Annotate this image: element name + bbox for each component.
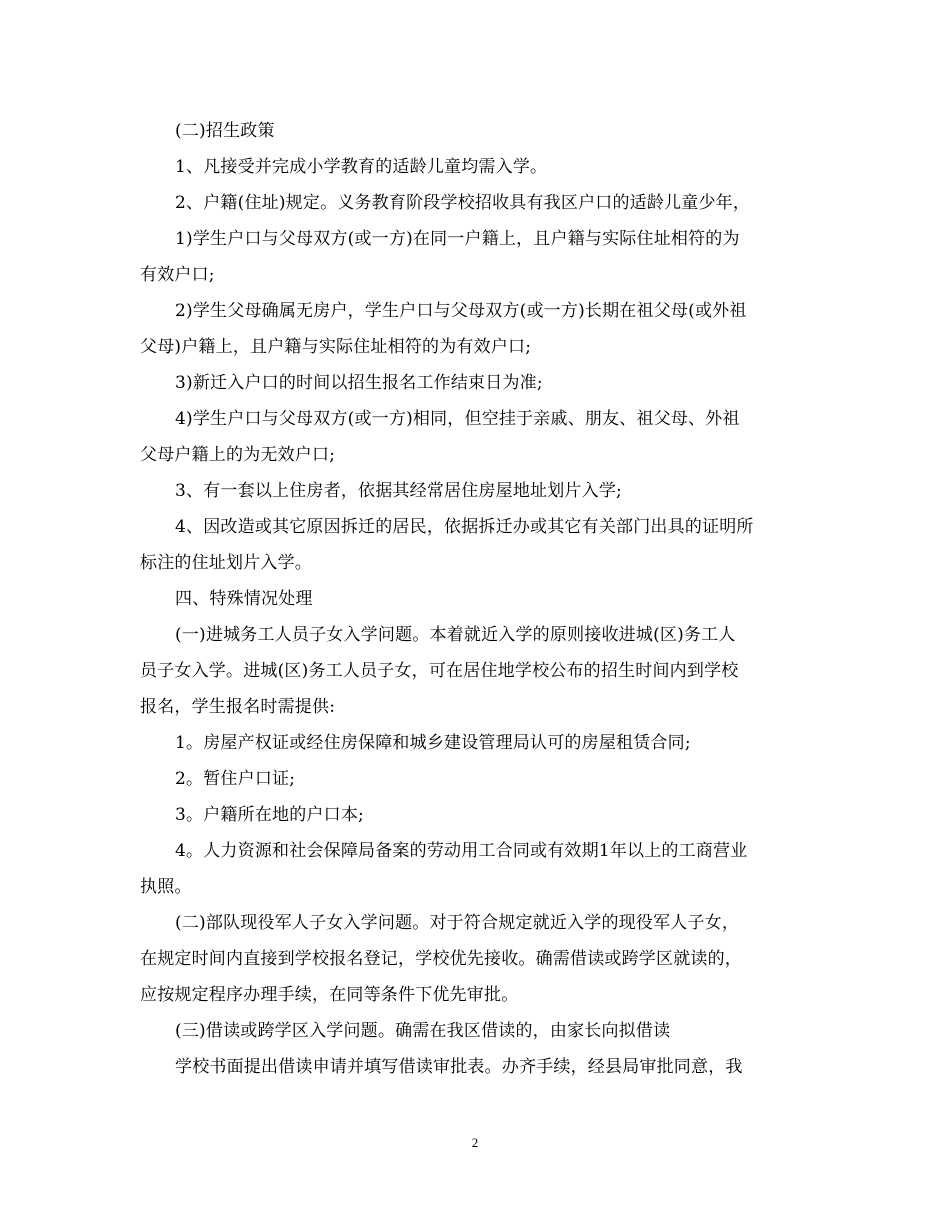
text-line: 标注的住址划片入学。 [140,553,312,573]
text-line: 执照。 [140,877,192,897]
text-line: 有效户口; [140,265,215,285]
text-line: (三)借读或跨学区入学问题。确需在我区借读的，由家长向拟借读 [175,1021,671,1041]
text-line: 3。户籍所在地的户口本; [175,805,364,825]
text-line: 4、因改造或其它原因拆迁的居民，依据拆迁办或其它有关部门出具的证明所 [175,517,754,537]
text-line: 1)学生户口与父母双方(或一方)在同一户籍上，且户籍与实际住址相符的为 [175,229,740,249]
document-body [140,113,810,1085]
text-line: 1。房屋产权证或经住房保障和城乡建设管理局认可的房屋租赁合同; [175,733,691,753]
text-line: 1、凡接受并完成小学教育的适龄儿童均需入学。 [175,157,548,177]
page-number: 2 [471,1135,479,1150]
text-line: 2。暂住户口证; [175,769,296,789]
text-line: 2、户籍(住址)规定。义务教育阶段学校招收具有我区户口的适龄儿童少年， [175,193,751,213]
text-line: 应按规定程序办理手续，在同等条件下优先审批。 [140,985,519,1005]
text-line: 3)新迁入户口的时间以招生报名工作结束日为准; [175,373,543,393]
text-line: (二)招生政策 [175,121,275,141]
text-line: 4)学生户口与父母双方(或一方)相同，但空挂于亲戚、朋友、祖父母、外祖 [175,409,740,429]
text-line: 4。人力资源和社会保障局备案的劳动用工合同或有效期1年以上的工商营业 [175,841,748,861]
text-line: 父母户籍上的为无效户口; [140,445,336,465]
text-line: (二)部队现役军人子女入学问题。对于符合规定就近入学的现役军人子女， [175,913,740,933]
text-line: 2)学生父母确属无房户，学生户口与父母双方(或一方)长期在祖父母(或外祖 [175,301,747,321]
text-line: 父母)户籍上，且户籍与实际住址相符的为有效户口; [140,337,532,357]
text-line: 四、特殊情况处理 [175,589,313,609]
text-line: 学校书面提出借读申请并填写借读审批表。办齐手续，经县局审批同意，我 [175,1057,743,1077]
text-line: 3、有一套以上住房者，依据其经常居住房屋地址划片入学; [175,481,622,501]
text-line: 在规定时间内直接到学校报名登记，学校优先接收。确需借读或跨学区就读的， [140,949,742,969]
text-line: 员子女入学。进城(区)务工人员子女，可在居住地学校公布的招生时间内到学校 [140,661,739,681]
text-line: 报名，学生报名时需提供: [140,697,336,717]
text-line: (一)进城务工人员子女入学问题。本着就近入学的原则接收进城(区)务工人 [175,625,736,645]
